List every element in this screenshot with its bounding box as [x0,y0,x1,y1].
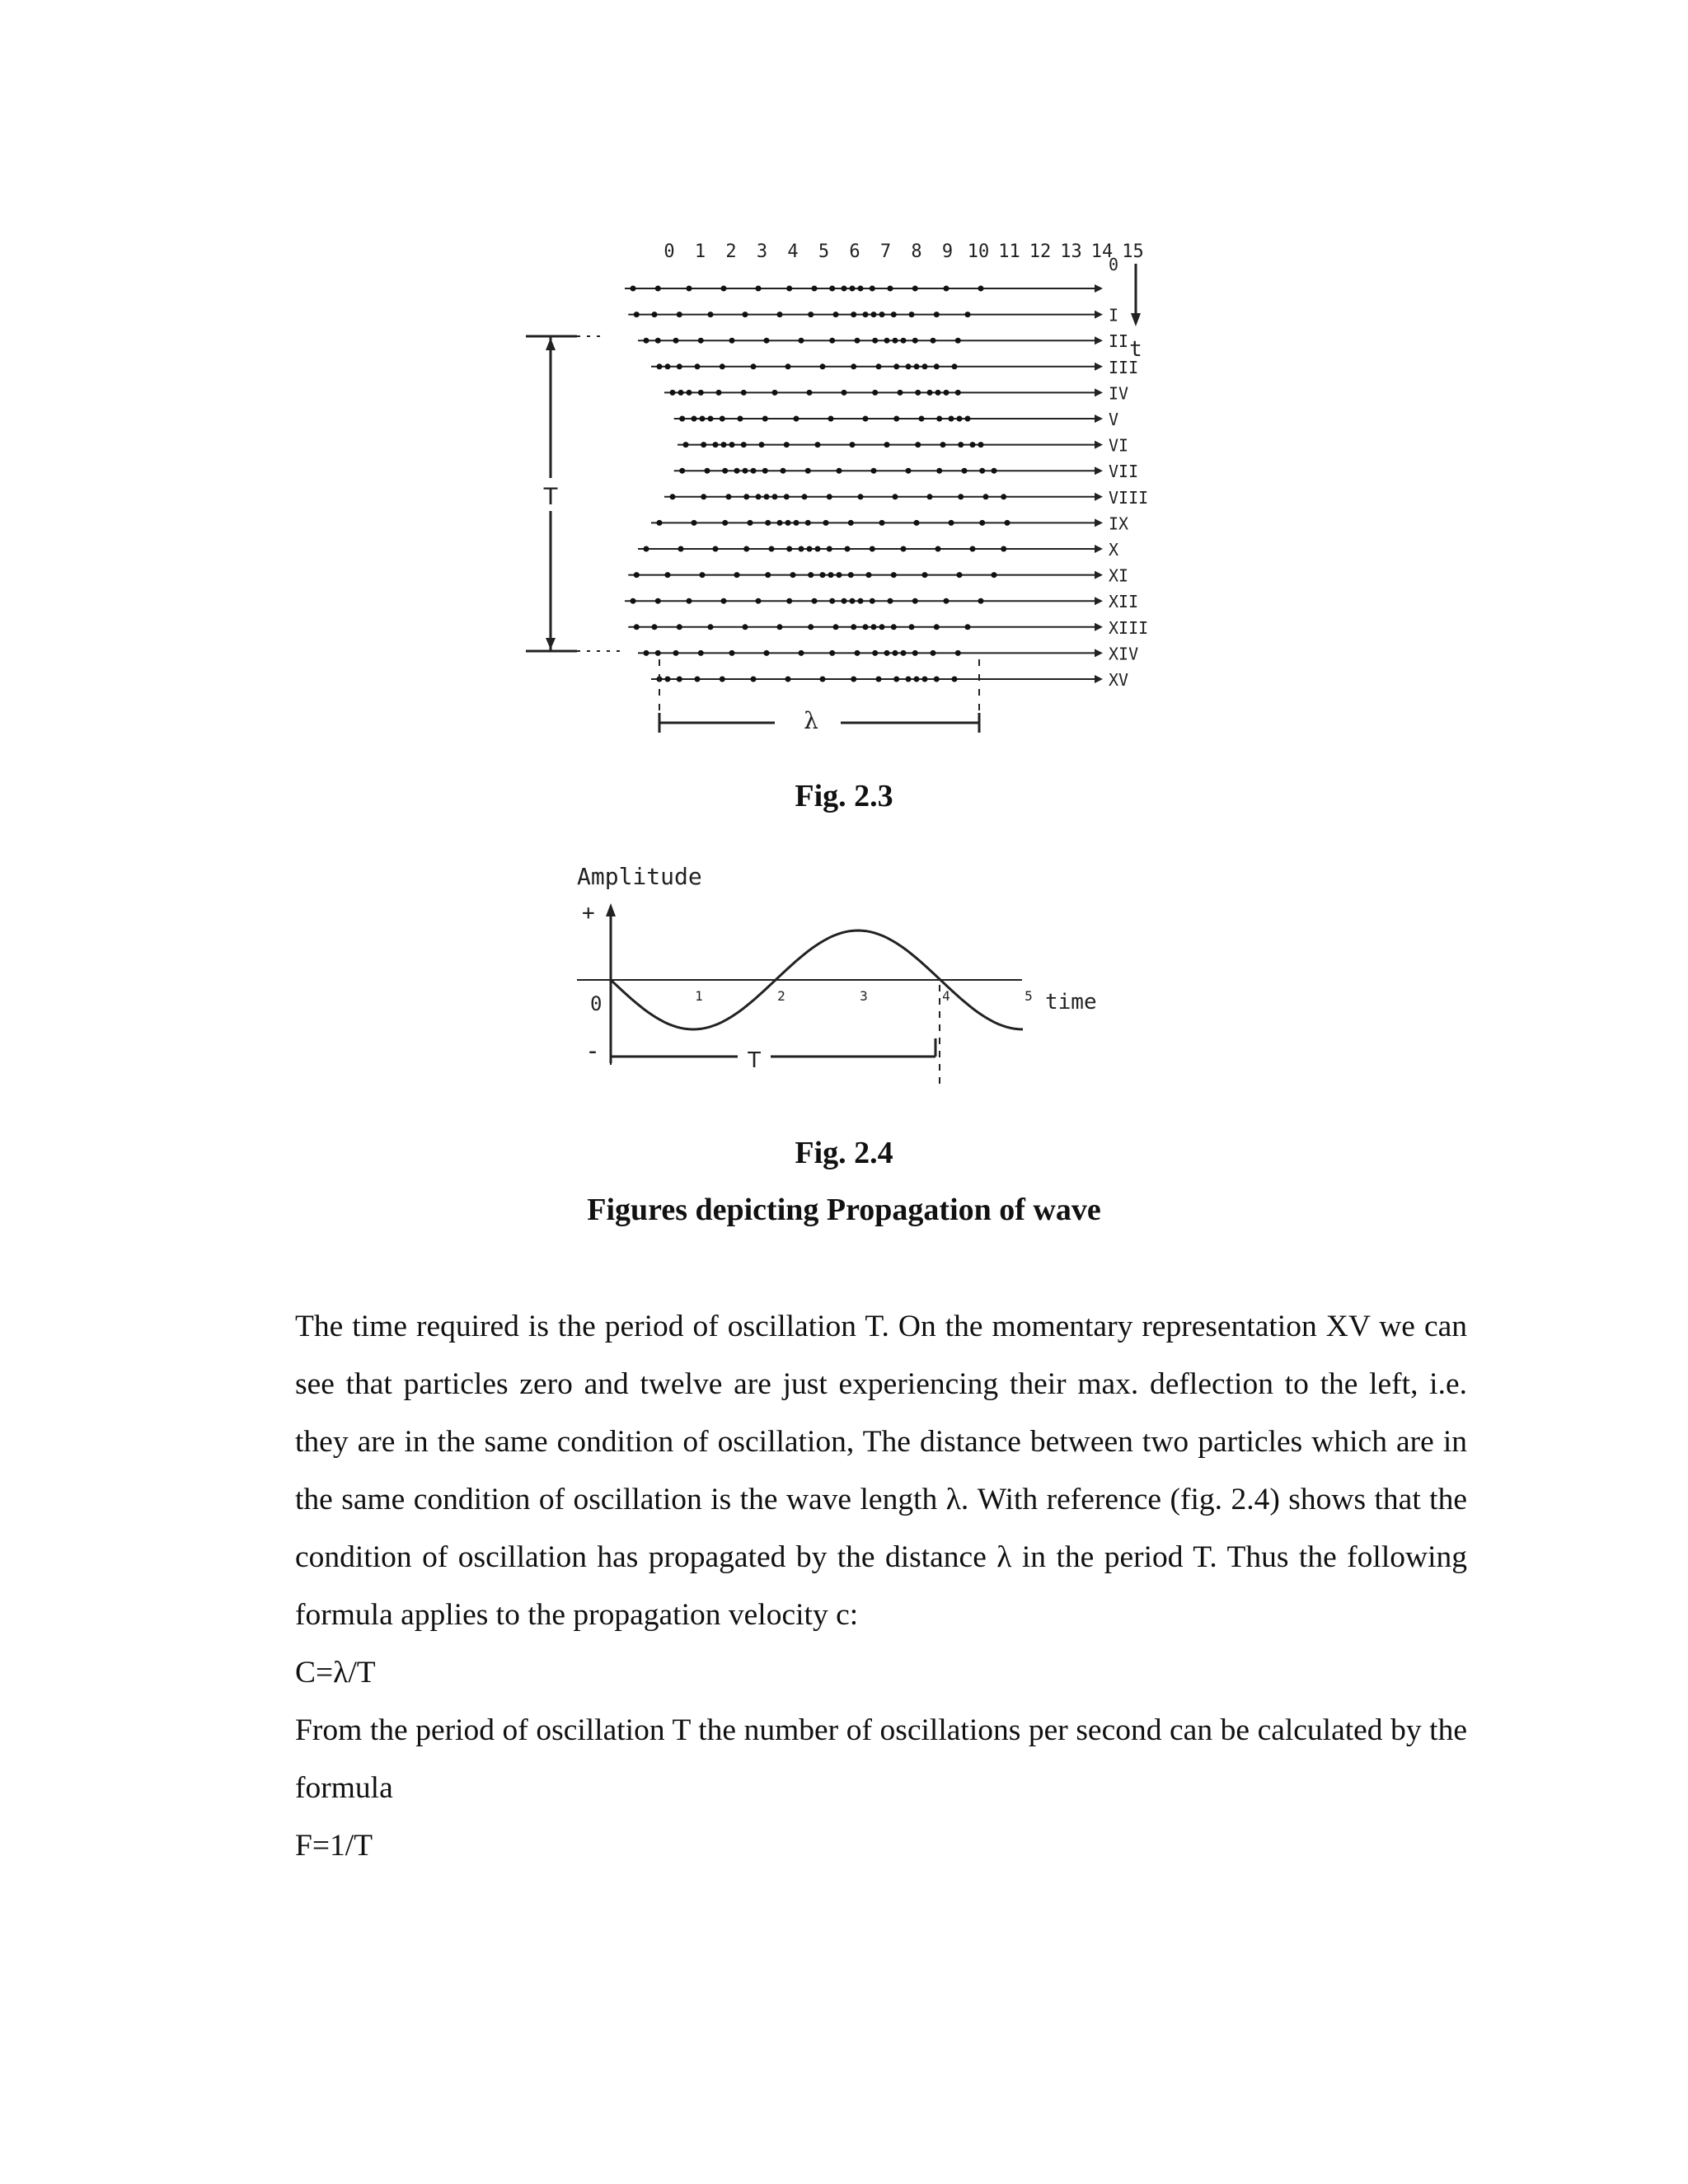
x-tick-label: 5 [1025,988,1033,1004]
row-label: IX [1109,513,1129,534]
x-tick-labels [695,988,1033,1004]
x-tick-label: 4 [942,988,950,1004]
period-label: T [542,483,559,510]
time-arrow-label: t [1129,337,1142,362]
column-label: 15 [1122,241,1144,262]
row-label: XV [1109,670,1129,690]
row-label: XII [1109,592,1139,612]
column-label: 2 [725,241,737,262]
column-label: 11 [998,241,1020,262]
row-label: III [1109,357,1139,377]
paragraph-1: The time required is the period of oscillation T. On the momentary representation XV we can see that particles zero and twelve are just experiencing their max. deflection to the left, i.e. they are in the same condition of oscillation, The distance between two particles which are in the same condition of oscillation is the wave length λ. With reference (fig. 2.4) shows that the condition of oscillation has propagated by the distance λ in the period T. Thus the following formula applies to the propagation velocity c: [295,1310,1467,1632]
x-tick-label: 3 [860,988,868,1004]
row-label: V [1109,410,1119,429]
amplitude-axis-label: Amplitude [577,863,702,890]
row-label: II [1109,331,1129,352]
row-label: IV [1109,383,1129,404]
row-label: VIII [1109,487,1149,508]
column-label: 13 [1060,241,1082,262]
row-label: VII [1109,462,1139,482]
x-tick-label: 2 [777,988,785,1004]
column-label: 12 [1029,241,1052,262]
plus-sign: + [582,901,595,926]
column-label: 10 [967,241,990,262]
period-bracket-24 [611,985,940,1084]
figure-2-4-caption: Fig. 2.4 [795,1136,893,1170]
row-label: X [1109,540,1119,560]
row-label: XI [1109,565,1129,586]
figures-main-caption: Figures depicting Propagation of wave [587,1193,1101,1227]
body-text [295,1298,1467,1875]
column-label: 9 [941,241,954,262]
period-label-24: T [747,1047,762,1072]
formula-velocity: C=λ/T [295,1656,376,1690]
column-label: 6 [849,241,860,262]
row-label: XIII [1109,617,1149,638]
column-label: 8 [911,241,922,262]
origin-label: 0 [590,992,603,1015]
minus-sign: - [585,1037,601,1066]
column-label: 7 [879,241,892,262]
wavelength-label: λ [804,707,818,734]
row-label: I [1109,305,1119,326]
formula-frequency: F=1/T [295,1829,373,1863]
row-label: XIV [1109,644,1139,664]
figure-2-3-caption: Fig. 2.3 [795,779,893,813]
x-tick-label: 1 [695,988,703,1004]
column-label: 3 [756,241,768,262]
column-label: 5 [818,241,830,262]
row-label: VI [1109,435,1129,456]
paragraph-2: From the period of oscillation T the number of oscillations per second can be calculated by the formula [295,1713,1467,1805]
column-label: 1 [694,241,706,262]
row-label: 0 [1109,255,1119,274]
column-label: 4 [787,241,799,262]
column-label: 14 [1090,241,1114,262]
x-axis-label: time [1045,990,1097,1015]
column-label: 0 [663,241,675,262]
